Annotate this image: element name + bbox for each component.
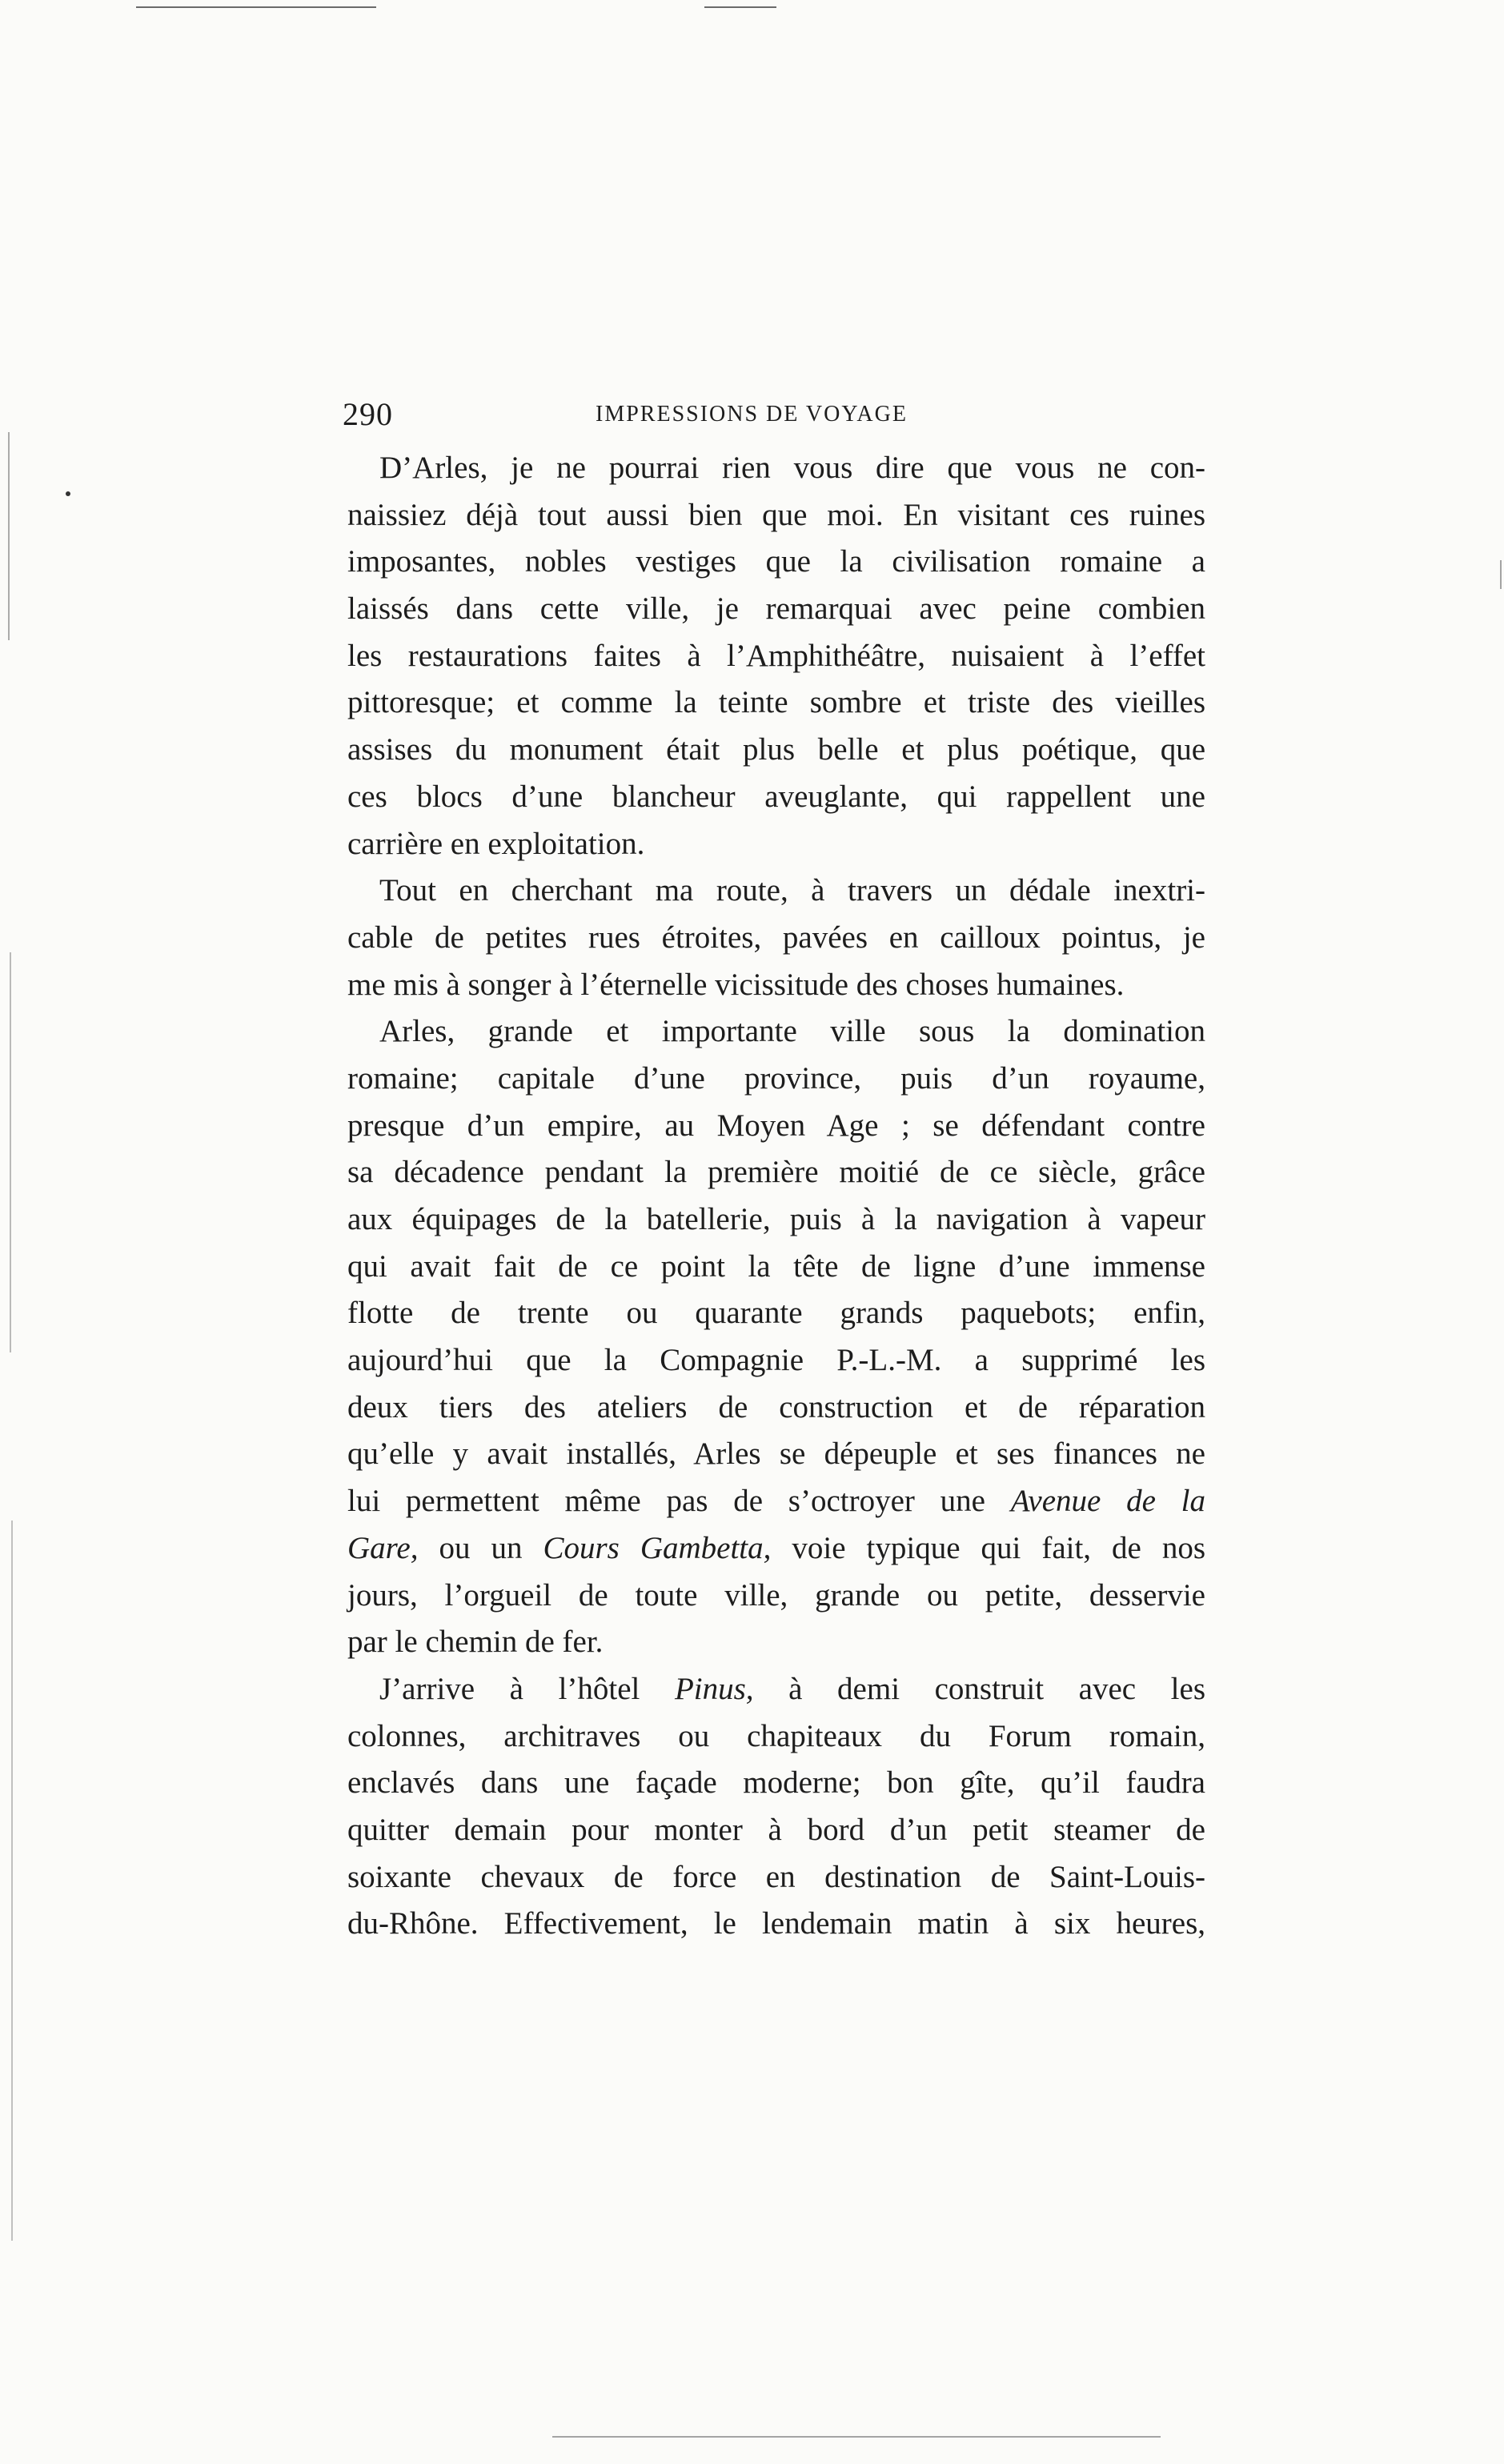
text-line xyxy=(347,1103,1205,1150)
line-text: carrière en exploitation. xyxy=(347,826,645,861)
text-line xyxy=(347,445,1205,492)
text-line xyxy=(347,962,1205,1009)
line-text: deux tiers des ateliers de construction et de réparation xyxy=(347,1389,1205,1424)
scan-left-edge xyxy=(11,1520,13,2241)
scan-left-edge xyxy=(8,432,10,640)
line-text: quitter demain pour monter à bord d’un petit steamer de xyxy=(347,1812,1205,1847)
text-line xyxy=(347,1431,1205,1478)
text-line xyxy=(347,727,1205,774)
text-line xyxy=(347,1666,1205,1713)
italic-text: Pinus, xyxy=(674,1671,754,1706)
text-line xyxy=(347,821,1205,868)
line-text: cable de petites rues étroites, pavées en cailloux pointus, je xyxy=(347,919,1205,955)
line-text: assises du monument était plus belle et plus poétique, que xyxy=(347,732,1205,767)
line-text: voie typique qui fait, de nos xyxy=(792,1530,1206,1565)
line-text: qui avait fait de ce point la tête de ligne d’une immense xyxy=(347,1248,1205,1284)
line-text: D’Arles, je ne pourrai rien vous dire que vous ne con- xyxy=(379,451,1205,485)
scan-speck xyxy=(66,491,70,496)
line-text: me mis à songer à l’éternelle vicissitude des choses humaines. xyxy=(347,967,1125,1002)
line-text: qu’elle y avait installés, Arles se dépeuple et ses finances ne xyxy=(347,1436,1205,1472)
text-line xyxy=(347,1807,1205,1854)
text-line xyxy=(347,679,1205,727)
line-text: J’arrive à l’hôtel xyxy=(379,1671,640,1706)
text-line xyxy=(347,1525,1205,1573)
line-text: aujourd’hui que la Compagnie P.-L.-M. a supprimé les xyxy=(347,1343,1205,1378)
italic-text: Avenue de la xyxy=(1010,1484,1205,1519)
text-line xyxy=(347,774,1205,821)
text-line xyxy=(347,492,1205,539)
line-text: sa décadence pendant la première moitié de ce siècle, grâce xyxy=(347,1155,1205,1190)
text-line xyxy=(347,867,1205,915)
line-text: colonnes, architraves ou chapiteaux du Forum romain, xyxy=(347,1718,1205,1753)
scan-top-edge xyxy=(704,6,776,8)
text-line xyxy=(347,539,1205,586)
line-text: pittoresque; et comme la teinte sombre et triste des vieilles xyxy=(347,685,1205,720)
running-head: IMPRESSIONS DE VOYAGE xyxy=(596,402,908,427)
line-text: enclavés dans une façade moderne; bon gîte, qu’il faudra xyxy=(347,1765,1205,1801)
italic-text: Gare, xyxy=(347,1530,419,1565)
italic-text: Cours Gambetta, xyxy=(543,1530,772,1565)
line-text: laissés dans cette ville, je remarquai avec peine combien xyxy=(347,591,1205,627)
line-text: jours, l’orgueil de toute ville, grande ou petite, desservie xyxy=(347,1577,1205,1613)
text-line xyxy=(347,1478,1205,1525)
text-line xyxy=(347,633,1205,680)
text-line xyxy=(347,586,1205,633)
line-text: les restaurations faites à l’Amphithéâtre, nuisaient à l’effet xyxy=(347,638,1205,673)
line-text: presque d’un empire, au Moyen Age ; se défendant contre xyxy=(347,1108,1205,1143)
line-text: à demi construit avec les xyxy=(788,1671,1206,1706)
text-line xyxy=(347,1290,1205,1337)
text-line xyxy=(347,1713,1205,1761)
line-text: lui permettent même pas de s’octroyer une xyxy=(347,1484,985,1519)
line-text: soixante chevaux de force en destination de Saint-Louis- xyxy=(347,1859,1205,1894)
scan-top-edge xyxy=(136,6,376,8)
text-line xyxy=(347,1760,1205,1807)
page-number: 290 xyxy=(343,396,393,432)
line-text: Tout en cherchant ma route, à travers un dédale inextri- xyxy=(379,873,1205,908)
text-line xyxy=(347,1337,1205,1384)
text-line xyxy=(347,1056,1205,1103)
text-line xyxy=(347,1384,1205,1432)
text-line xyxy=(347,1244,1205,1291)
line-text: imposantes, nobles vestiges que la civilisation romaine a xyxy=(347,544,1205,579)
line-text: ces blocs d’une blancheur aveuglante, qui rappellent une xyxy=(347,779,1205,814)
line-text: du-Rhône. Effectivement, le lendemain matin à six heures, xyxy=(347,1906,1205,1941)
body-text xyxy=(347,445,1205,1948)
line-text: par le chemin de fer. xyxy=(347,1625,604,1660)
text-line xyxy=(347,1573,1205,1620)
page-header xyxy=(343,391,1207,439)
text-line xyxy=(347,1901,1205,1948)
text-line xyxy=(347,1008,1205,1056)
text-line xyxy=(347,1619,1205,1666)
scan-bottom-edge xyxy=(552,2436,1161,2438)
text-line xyxy=(347,1149,1205,1196)
line-text: ou un xyxy=(439,1530,523,1565)
scan-right-mark xyxy=(1500,560,1502,589)
line-text: flotte de trente ou quarante grands paquebots; enfin, xyxy=(347,1296,1205,1331)
text-line xyxy=(347,1854,1205,1901)
text-line xyxy=(347,1196,1205,1244)
text-line xyxy=(347,915,1205,962)
line-text: naissiez déjà tout aussi bien que moi. En visitant ces ruines xyxy=(347,497,1205,532)
line-text: Arles, grande et importante ville sous la domination xyxy=(379,1014,1205,1049)
line-text: aux équipages de la batellerie, puis à la navigation à vapeur xyxy=(347,1202,1205,1236)
scan-left-edge xyxy=(10,952,11,1352)
line-text: romaine; capitale d’une province, puis d’un royaume, xyxy=(347,1060,1205,1096)
